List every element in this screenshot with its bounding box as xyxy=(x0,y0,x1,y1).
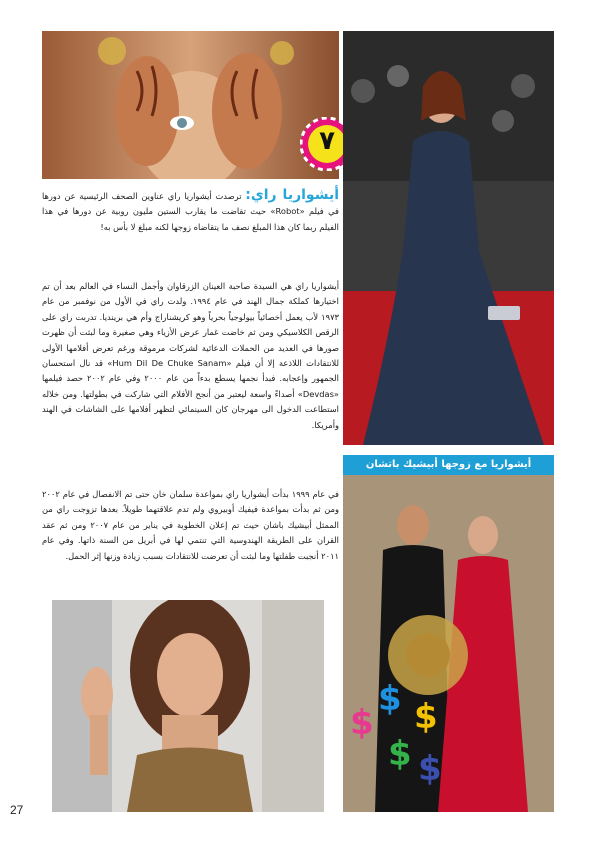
biography-paragraph xyxy=(42,279,339,433)
dollar-sign-blue: $ xyxy=(378,679,402,719)
couple-caption: أيشواريا مع زوجها أبيشيك باتشان xyxy=(365,459,532,470)
photo-henna-hands xyxy=(42,31,339,179)
relationship-paragraph xyxy=(42,487,339,564)
couple-caption-bar xyxy=(343,455,554,475)
relationship-text: في عام ١٩٩٩ بدأت أيشواريا راي بمواعدة سلمان خان حتى تم الانفصال في عام ٢٠٠٢ ومن ثم بدأت بمواعدة فيفيك أوبيروي ولم تدم علاقتهما طويلاً. بعدها تزوجت راي من الممثل أبيشيك باشان حيث تم إعلان الخطوبة في يناير من عام ٢٠٠٧ ومن ثم عقد القران على الطريقة الهندوسية التي تنتمي لها في أبريل من السنة ذاتها. وفي عام ٢٠١١ أنجبت طفلتها وما لبثت أن تعرضت للانتقادات بسبب زيادة وزنها إثر الحمل. xyxy=(42,489,339,561)
dollar-sign-green: $ xyxy=(388,734,412,774)
biography-text: أيشواريا راي هي السيدة صاحبة العينان الزرقاوان وأجمل النساء في العالم بعد أن تم اختيارها كملكة جمال الهند في عام ١٩٩٤. ولدت راي في الأول من نوفمبر من عام ١٩٧٣ لأب يعمل أخصائياً بيولوجياً بحرياً وهو كريشناراج وأم هي برينديا. تدربت راي على الرقص الكلاسيكي ومن ثم خاضت غمار عرض الأزياء وهي صغيرة وما لبثت أن ظهرت صورها في العديد من الحملات الدعائية لشركات مرموقة ورغم تعرض أفلامها الأولى للانتقادات اللاذعة إلا أن فيلم «Hum Dil De Chuke Sanam» قد نال استحسان الجمهور وإعجابه. فبدأ نجمها يسطع بدءاً من عام ٢٠٠٠ وفي عام ٢٠٠٢ حصد فيلمها «Devdas» أصداءً واسعة ليعتبر من أنجح الأفلام التي شاركت في بطولتها. ومن خلاله استطاعت الدخول الى مهرجان كان السينمائي لتظهر أفلامها على الشاشات في الهند وأمريكا. xyxy=(42,281,339,430)
dollar-sign-pink: $ xyxy=(350,703,374,743)
photo-red-carpet xyxy=(343,31,554,445)
section-title: أيشواريا راي: xyxy=(245,187,340,203)
dollar-sign-navy: $ xyxy=(418,749,442,789)
photo-couple xyxy=(343,455,554,812)
badge-number: ٧ xyxy=(319,126,335,156)
intro-text: ترصدت أيشواريا راي عناوين الصحف الرئيسية عن دورها في فيلم «Robot» حيث تقاضت ما يقارب الستين مليون روبية عن دورها في هذا الفيلم ربما كان هذا المبلغ نصف ما يتقاضاه زوجها لكنه مبلغ لا بأس به! xyxy=(42,191,339,232)
dollar-sign-yellow: $ xyxy=(414,697,438,737)
page-number: 27 xyxy=(10,803,24,817)
intro-paragraph xyxy=(42,188,339,235)
photo-waving xyxy=(52,600,324,812)
